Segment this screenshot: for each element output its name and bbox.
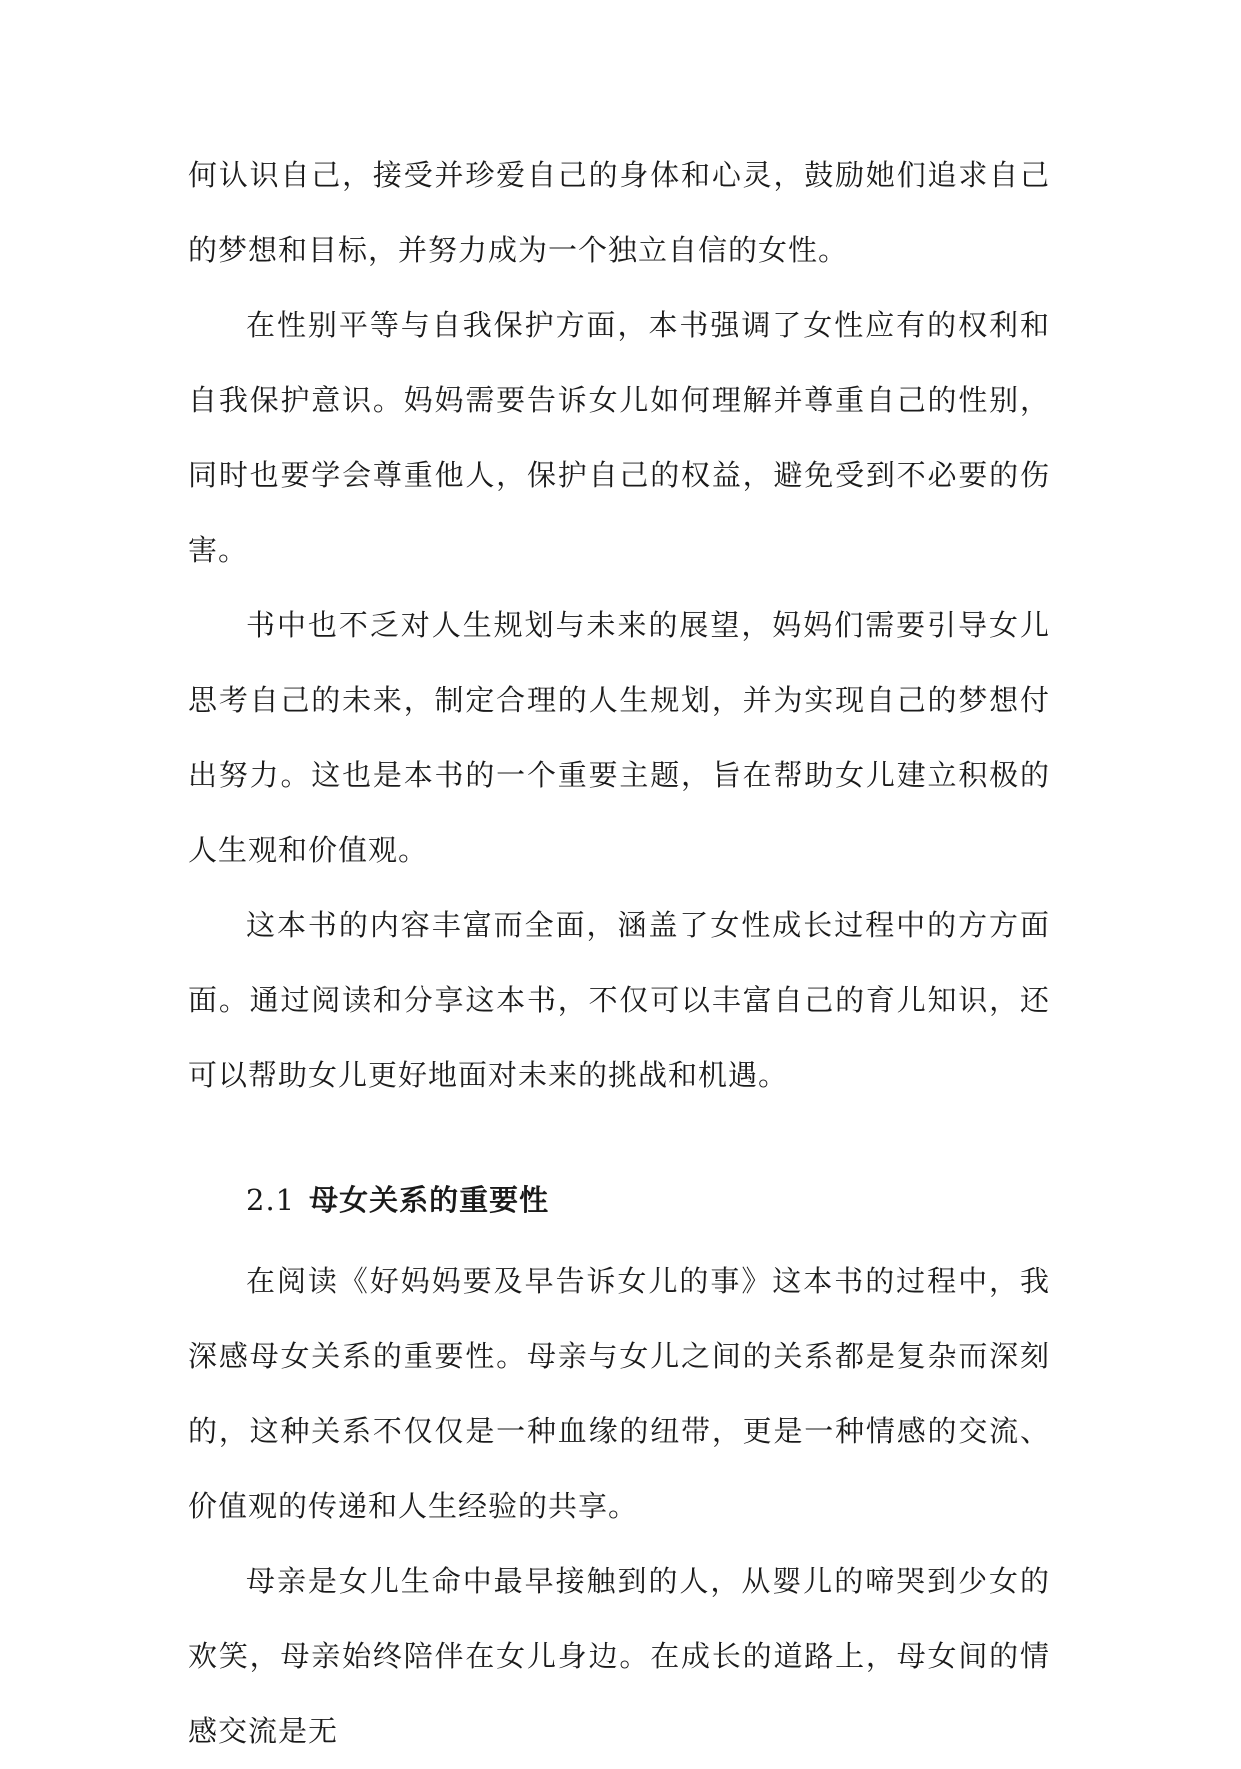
section-heading <box>188 1163 1050 1238</box>
paragraph: 这本书的内容丰富而全面，涵盖了女性成长过程中的方方面面。通过阅读和分享这本书，不仅可以丰富自己的育儿知识，还可以帮助女儿更好地面对未来的挑战和机遇。 <box>188 908 1050 1092</box>
section-number: 2.1 <box>246 1183 296 1217</box>
document-body <box>188 138 1050 1769</box>
section-title: 母女关系的重要性 <box>309 1183 550 1217</box>
paragraph: 母亲是女儿生命中最早接触到的人，从婴儿的啼哭到少女的欢笑，母亲始终陪伴在女儿身边。在成长的道路上，母女间的情感交流是无 <box>188 1564 1050 1748</box>
paragraph: 在性别平等与自我保护方面，本书强调了女性应有的权利和自我保护意识。妈妈需要告诉女儿如何理解并尊重自己的性别，同时也要学会尊重他人，保护自己的权益，避免受到不必要的伤害。 <box>188 308 1050 567</box>
paragraph: 何认识自己，接受并珍爱自己的身体和心灵，鼓励她们追求自己的梦想和目标，并努力成为一个独立自信的女性。 <box>188 158 1050 267</box>
paragraph: 书中也不乏对人生规划与未来的展望，妈妈们需要引导女儿思考自己的未来，制定合理的人生规划，并为实现自己的梦想付出努力。这也是本书的一个重要主题，旨在帮助女儿建立积极的人生观和价值观。 <box>188 608 1050 867</box>
paragraph: 在阅读《好妈妈要及早告诉女儿的事》这本书的过程中，我深感母女关系的重要性。母亲与女儿之间的关系都是复杂而深刻的，这种关系不仅仅是一种血缘的纽带，更是一种情感的交流、价值观的传递和人生经验的共享。 <box>188 1264 1050 1523</box>
